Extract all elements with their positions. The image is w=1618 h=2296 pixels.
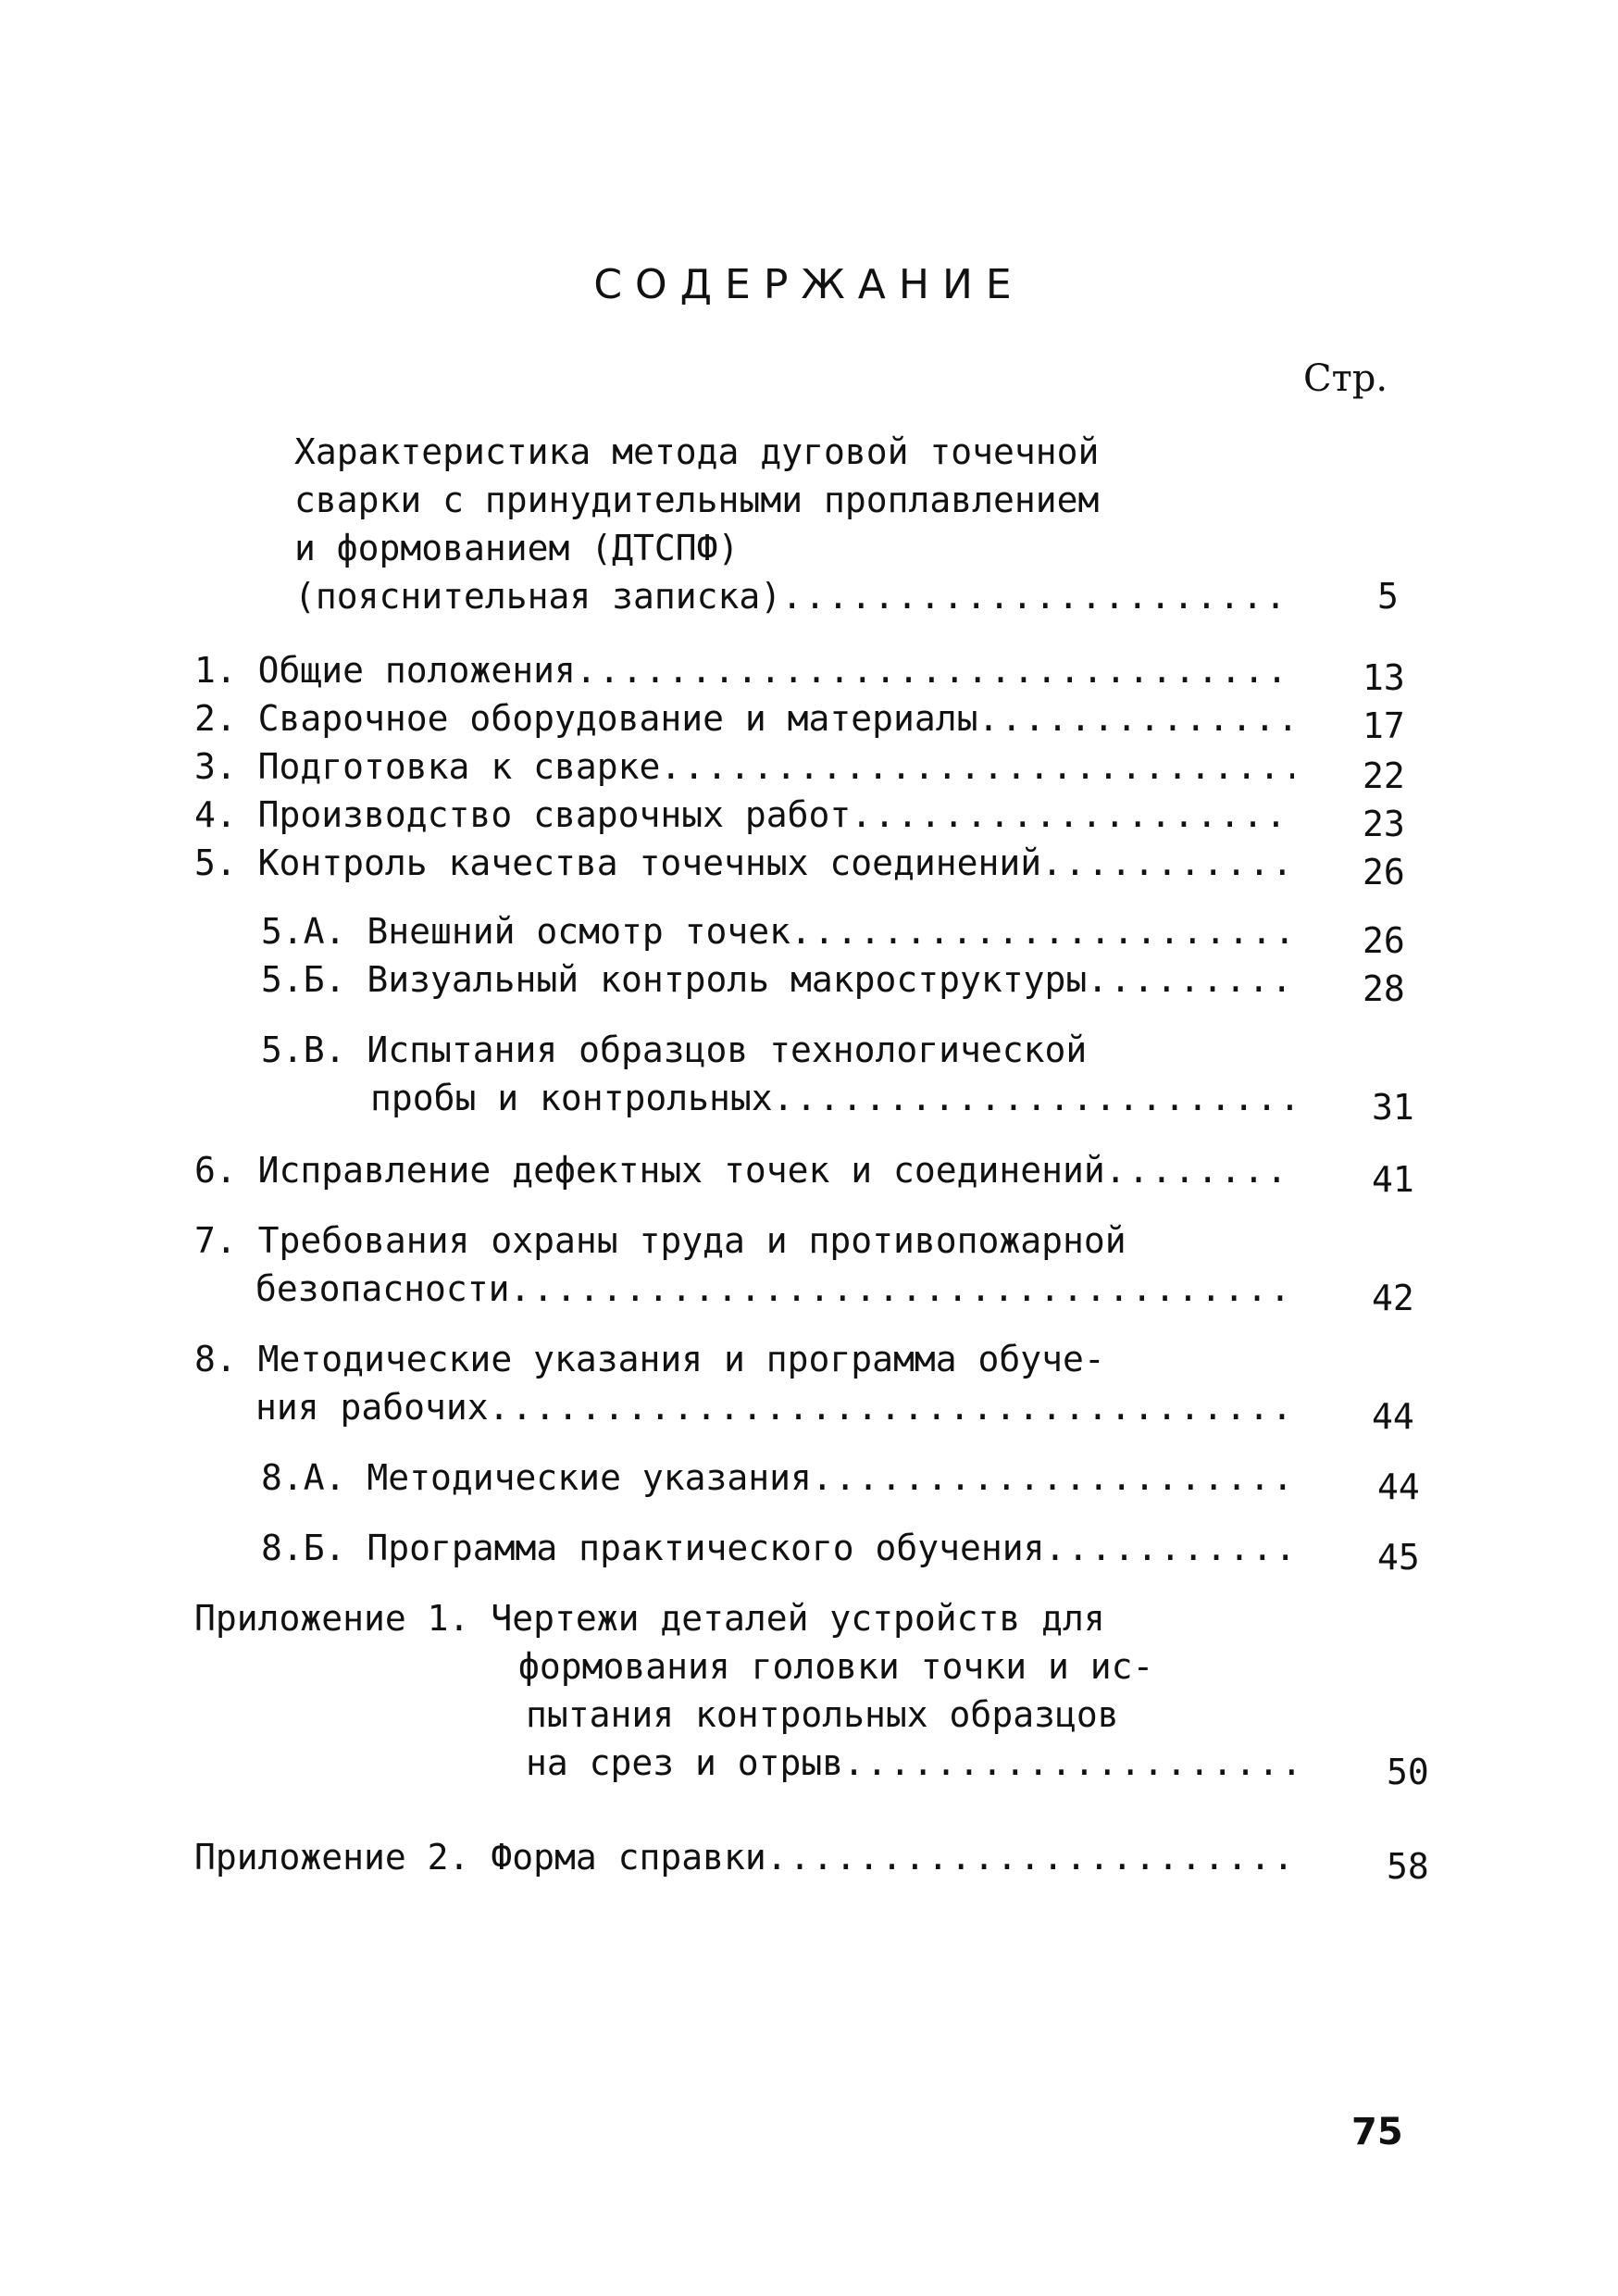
toc-entry-6[interactable] — [194, 1146, 1294, 1194]
intro-line-1: Характеристика метода дуговой точечной — [294, 431, 1100, 472]
leader-dots — [576, 646, 1294, 694]
toc-page-number: 28 — [1363, 968, 1405, 1009]
toc-page-number: 58 — [1387, 1846, 1429, 1887]
toc-entry-3[interactable] — [194, 742, 1294, 791]
toc-entry-7[interactable] — [255, 1265, 1294, 1313]
page-title: СОДЕРЖАНИЕ — [593, 261, 1025, 308]
toc-page-number: 45 — [1377, 1537, 1420, 1578]
toc-page-number: 42 — [1372, 1278, 1414, 1318]
toc-entry-text: Производство сварочных работ — [257, 794, 852, 835]
toc-entry-text: Сварочное оборудование и материалы — [257, 698, 978, 739]
toc-entry-text: Методические указания и программа обуче- — [257, 1339, 1105, 1379]
toc-entry-number: 4. — [194, 794, 237, 835]
toc-entry-number: 5.А. — [261, 911, 346, 952]
toc-entry-text: Подготовка к сварке — [257, 746, 661, 787]
toc-entry-8-line-1 — [194, 1335, 1105, 1383]
leader-dots — [1041, 839, 1294, 887]
toc-entry-text: безопасности — [255, 1268, 510, 1309]
toc-page-number: 26 — [1363, 852, 1405, 892]
leader-dots — [773, 1074, 1294, 1122]
toc-entry-number: 8.А. — [261, 1457, 346, 1498]
appendix-1-line-2: формования головки точки и ис- — [518, 1646, 1154, 1687]
toc-entry-text: Контроль качества точечных соединений — [257, 842, 1042, 883]
leader-dots — [660, 742, 1294, 791]
leader-dots — [489, 1383, 1294, 1431]
leader-dots — [978, 694, 1294, 742]
toc-page-number: 5 — [1377, 576, 1399, 617]
toc-entry-5[interactable] — [194, 839, 1294, 887]
intro-line-2: сварки с принудительными проплавлением — [294, 480, 1100, 520]
toc-entry-text: Внешний осмотр точек — [367, 911, 790, 952]
leader-dots — [510, 1265, 1294, 1313]
toc-entry-number: 8. — [194, 1339, 237, 1379]
toc-entry-text: пробы и контрольных — [370, 1078, 773, 1118]
toc-page-number: 44 — [1372, 1396, 1414, 1437]
appendix-1-line-3: пытания контрольных образцов — [526, 1694, 1119, 1735]
toc-entry-text: Требования охраны труда и противопожарной — [257, 1220, 1126, 1261]
leader-dots — [851, 791, 1294, 839]
intro-line-3: и формованием (ДТСПФ) — [294, 528, 740, 568]
appendix-1-line-1 — [194, 1594, 1105, 1642]
toc-page-number: 44 — [1377, 1466, 1420, 1507]
toc-entry-text: Методические указания — [367, 1457, 812, 1498]
toc-entry-4[interactable] — [194, 791, 1294, 839]
toc-entry-number: 5.Б. — [261, 959, 346, 1000]
toc-page-number: 50 — [1387, 1752, 1429, 1792]
toc-entry-text: (пояснительная записка) — [294, 576, 782, 617]
page-number: 75 — [1351, 2111, 1403, 2153]
toc-entry-number: 5.В. — [261, 1029, 346, 1070]
toc-page-number: 41 — [1372, 1159, 1414, 1200]
toc-entry-text: Исправление дефектных точек и соединений — [257, 1150, 1105, 1191]
leader-dots — [766, 1833, 1294, 1881]
leader-dots — [790, 907, 1294, 955]
appendix-label: Приложение 2. — [194, 1837, 470, 1878]
toc-entry-number: 5. — [194, 842, 237, 883]
toc-entry-2[interactable] — [194, 694, 1294, 742]
toc-entry-text: ния рабочих — [255, 1387, 489, 1428]
toc-entry-5v[interactable] — [370, 1074, 1294, 1122]
leader-dots — [1045, 1524, 1295, 1572]
toc-entry-text: Чертежи деталей устройств для — [491, 1598, 1105, 1639]
toc-page-number: 23 — [1363, 804, 1405, 844]
toc-entry-text: Визуальный контроль макроструктуры — [367, 959, 1088, 1000]
toc-page-number: 26 — [1363, 920, 1405, 961]
leader-dots — [812, 1454, 1294, 1502]
toc-entry-text: Испытания образцов технологической — [367, 1029, 1088, 1070]
toc-page-number: 22 — [1363, 755, 1405, 796]
toc-page-number: 13 — [1363, 657, 1405, 698]
toc-entry-8b[interactable] — [261, 1524, 1294, 1572]
toc-entry-number: 1. — [194, 650, 237, 691]
toc-entry-7-line-1 — [194, 1217, 1126, 1265]
appendix-label: Приложение 1. — [194, 1598, 470, 1639]
toc-entry-number: 6. — [194, 1150, 237, 1191]
toc-page-number: 17 — [1363, 705, 1405, 746]
toc-entry-8[interactable] — [255, 1383, 1294, 1431]
leader-dots — [843, 1739, 1294, 1787]
toc-entry-appendix-2[interactable] — [194, 1833, 1294, 1881]
toc-entry-text: на срез и отрыв — [526, 1742, 844, 1783]
toc-entry-text: Форма справки — [491, 1837, 766, 1878]
page-column-header: Стр. — [1303, 357, 1388, 400]
toc-entry-number: 8.Б. — [261, 1528, 346, 1568]
leader-dots — [781, 572, 1294, 620]
toc-entry-appendix-1[interactable] — [526, 1739, 1294, 1787]
toc-entry-5v-line-1 — [261, 1026, 1087, 1074]
toc-entry-8a[interactable] — [261, 1454, 1294, 1502]
toc-entry-number: 2. — [194, 698, 237, 739]
toc-entry-number: 7. — [194, 1220, 237, 1261]
toc-entry-number: 3. — [194, 746, 237, 787]
leader-dots — [1105, 1146, 1294, 1194]
toc-entry-text: Общие положения — [257, 650, 576, 691]
leader-dots — [1087, 955, 1294, 1004]
toc-entry-5a[interactable] — [261, 907, 1294, 955]
toc-page-number: 31 — [1372, 1087, 1414, 1128]
toc-entry-1[interactable] — [194, 646, 1294, 694]
toc-entry-text: Программа практического обучения — [367, 1528, 1045, 1568]
toc-entry-5b[interactable] — [261, 955, 1294, 1004]
toc-entry-intro[interactable] — [294, 572, 1294, 620]
